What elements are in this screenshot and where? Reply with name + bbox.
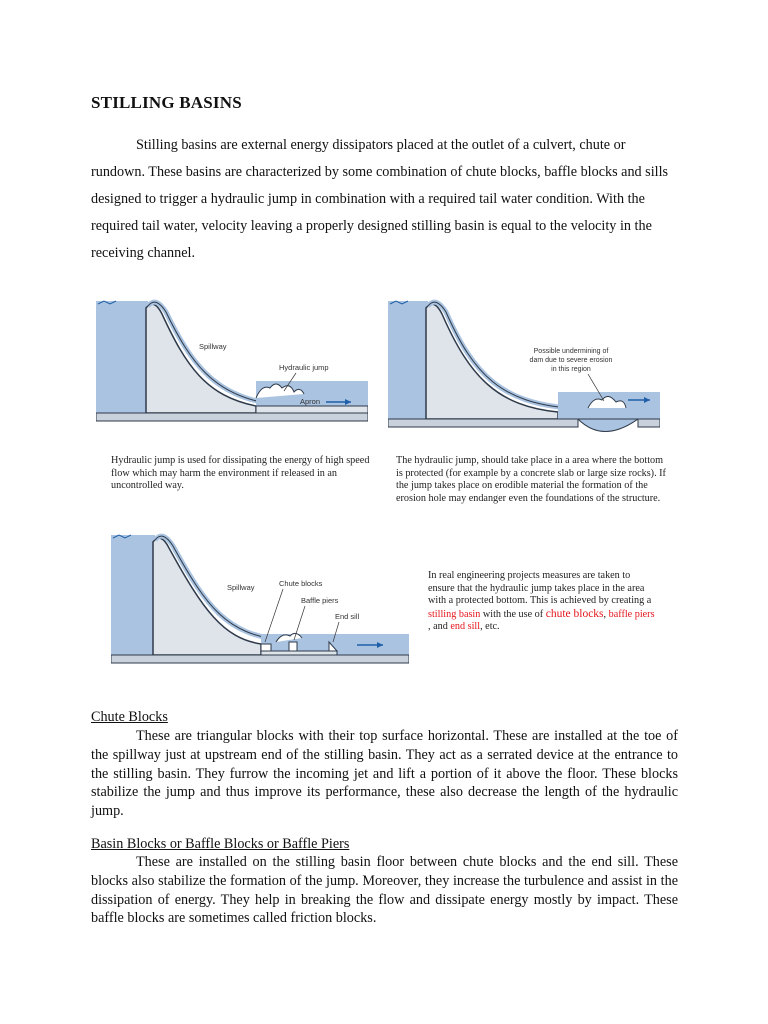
section-heading-chute-blocks: Chute Blocks — [91, 709, 168, 725]
intro-text: Stilling basins are external energy dissipators placed at the outlet of a culvert, chute or rundown. These basins are characterized by some combination of chute blocks, baffle blocks and sills designed to trigger a hydraulic jump in combination with a required tail water condition. With the required tail water, velocity leaving a properly designed stilling basin is equal to the velocity in the receiving channel. — [91, 137, 669, 261]
label-undermining-1: Possible undermining of — [533, 348, 609, 355]
figure1-caption: Hydraulic jump is used for dissipating the energy of high speed flow which may harm the environment if released in an uncontrolled way. — [111, 455, 370, 492]
label-undermining-3: in this region — [551, 366, 591, 373]
label-undermining-2: dam due to severe erosion — [529, 357, 613, 364]
section-body-chute-blocks — [91, 727, 678, 821]
erosion-figure — [388, 296, 660, 444]
caption3-stilling-basin: stilling basin — [428, 608, 481, 620]
caption3-chute-blocks: chute blocks — [545, 607, 604, 620]
caption3-baffle-piers: baffle piers — [608, 608, 655, 620]
chute-block — [261, 644, 271, 651]
spillway-apron-figure — [96, 296, 368, 431]
label-baffle-piers: Baffle piers — [301, 596, 339, 605]
caption3-end-sill: end sill — [450, 621, 481, 633]
apron — [256, 406, 368, 413]
label-end-sill: End sill — [335, 612, 360, 621]
caption3-text-b: with the use of — [480, 608, 546, 620]
label-spillway: Spillway — [227, 583, 255, 592]
caption3-comma: , — [603, 608, 609, 620]
figure2-caption: The hydraulic jump, should take place in a area where the bottom is protected (for example by a concrete slab or large size rocks). If the jump takes place on erodible material the formation of the erosion hole may endanger even the foundations of the structure. — [396, 455, 666, 504]
caption3-etc: , etc. — [480, 621, 500, 633]
label-hydraulic-jump: Hydraulic jump — [279, 363, 329, 372]
caption3-text-a: In real engineering projects measures are taken to ensure that the hydraulic jump takes place in the area with a protected bottom. This is achieved by creating a — [428, 570, 652, 607]
stilling-basin-figure — [111, 530, 409, 678]
chute-blocks-text: These are triangular blocks with their top surface horizontal. These are installed at the toe of the spillway just at upstream end of the stilling basin. They act as a serrated device at the entrance to the stilling basin. They furrow the incoming jet and lift a portion of it above the floor. These blocks stabilize the jump and thus improve its performance, these also decrease the length of the hydraulic jump. — [91, 728, 678, 820]
figure3-caption — [428, 570, 658, 634]
section-body-baffle-blocks — [91, 853, 678, 928]
reservoir-water — [96, 301, 148, 413]
label-chute-blocks: Chute blocks — [279, 579, 323, 588]
baffle-blocks-text: These are installed on the stilling basin floor between chute blocks and the end sill. These blocks also stabilize the formation of the jump. Moreover, they increase the turbulence and assist in the dissipation of energy. They help in breaking the flow and dissipate energy mostly by impact. These baffle blocks are sometimes called friction blocks. — [91, 854, 678, 927]
baffle-pier — [289, 642, 297, 651]
caption3-and: , and — [428, 621, 451, 633]
section-heading-baffle-blocks: Basin Blocks or Baffle Blocks or Baffle Piers — [91, 836, 350, 852]
intro-paragraph — [91, 132, 681, 267]
label-apron: Apron — [300, 397, 321, 406]
label-spillway: Spillway — [199, 342, 227, 351]
page-title: STILLING BASINS — [91, 93, 242, 112]
